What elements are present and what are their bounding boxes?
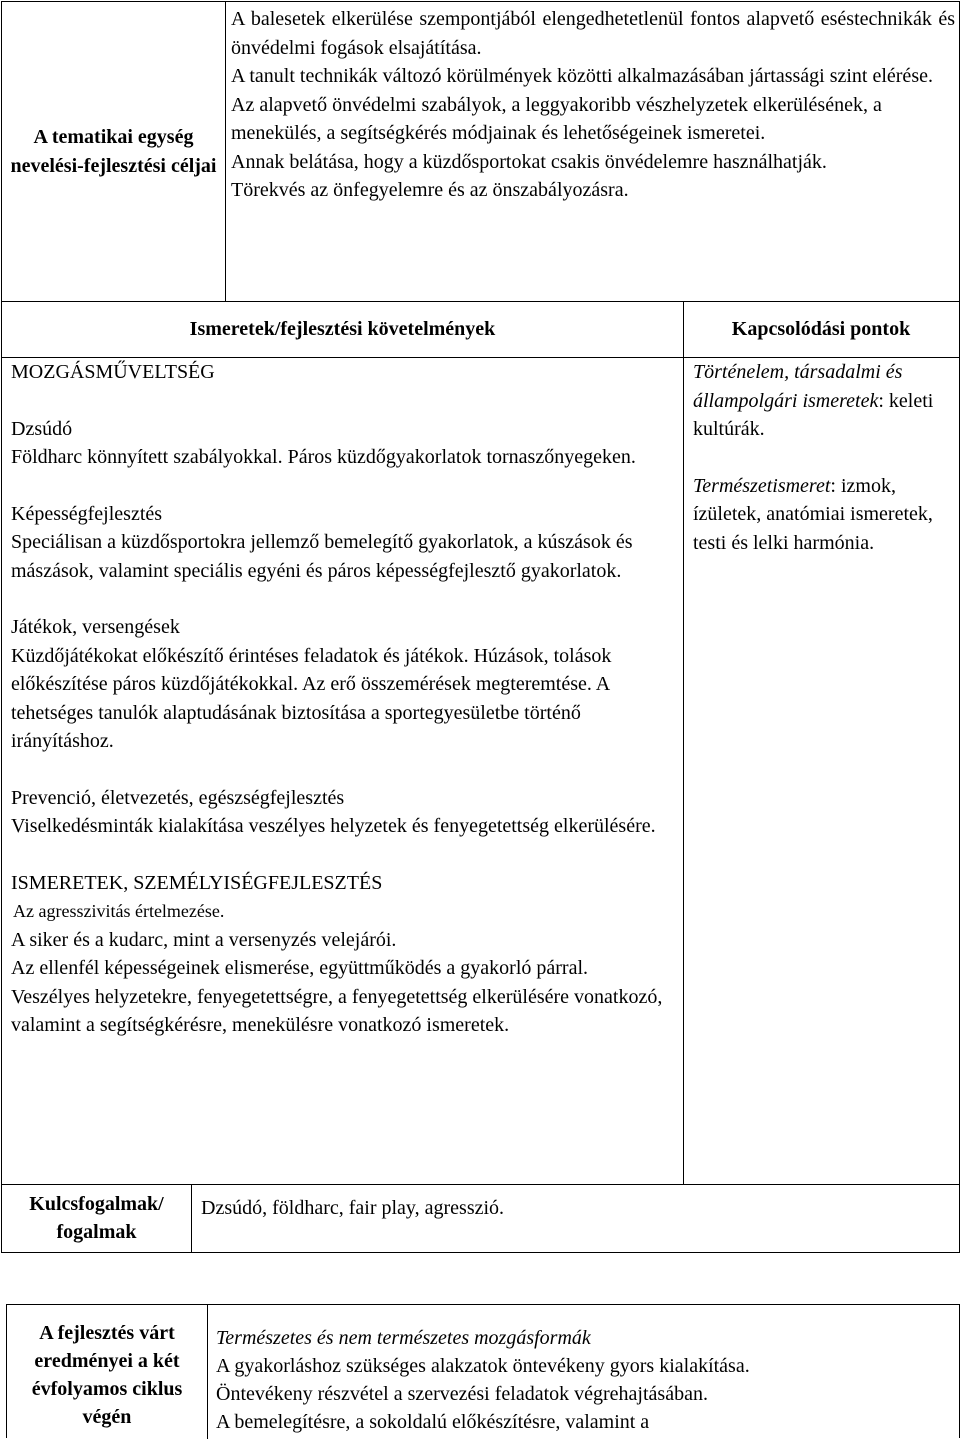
knowledge-line-3: Az ellenfél képességeinek elismerése, együttműködés a gyakorló párral. [11, 957, 589, 979]
keywords-label-cell [2, 1184, 191, 1252]
dzsudo-title: Dzsúdó [11, 417, 73, 440]
connection-history-subject: Történelem, társadalmi és állampolgári ismeretek [693, 361, 903, 412]
skill-text: Speciálisan a küzdősportokra jellemző bemelegítő gyakorlatok, a kúszások és mászások, valamint speciális egyéni és páros képességfejlesztő gyakorlatok. [11, 531, 633, 582]
connection-science [693, 472, 955, 558]
knowledge-line-2: A siker és a kudarc, mint a versenyzés velejárói. [11, 928, 397, 951]
goal-line-2: A tanult technikák változó körülmények közötti alkalmazásában jártassági szint elérése. [231, 65, 933, 87]
header-connections-label: Kapcsolódási pontok [731, 318, 911, 340]
main-table [1, 1, 960, 1253]
goals-label-cell [2, 2, 225, 301]
header-requirements [2, 315, 683, 344]
outcomes-line-1: A gyakorláshoz szükséges alakzatok öntevékeny gyors kialakítása. [216, 1355, 750, 1377]
outcomes-line-2: Öntevékeny részvétel a szervezési feladatok végrehajtásában. [216, 1383, 708, 1405]
keywords-text-cell [201, 1194, 951, 1223]
connections-cell [693, 358, 955, 557]
outcomes-title: Természetes és nem természetes mozgásformák [216, 1327, 591, 1349]
spacer [11, 756, 677, 784]
games-title: Játékok, versengések [11, 616, 180, 638]
connection-history [693, 358, 955, 444]
outcomes-table [6, 1304, 960, 1438]
spacer [11, 841, 677, 869]
connection-science-subject: Természetismeret [693, 474, 831, 497]
spacer [11, 472, 677, 500]
connection-science-text: : izmok, ízületek, anatómiai ismeretek, testi és lelki harmónia. [693, 474, 933, 554]
goals-bottom-line [2, 301, 959, 302]
header-connections [683, 315, 959, 344]
outcomes-divider [207, 1305, 208, 1439]
goal-line-1: A balesetek elkerülése szempontjából elengedhetetlenül fontos alapvető eséstechnikák és önvédelmi fogások elsajátítása. [231, 8, 955, 59]
spacer [11, 387, 677, 415]
section-ismeretek: ISMERETEK, SZEMÉLYISÉGFEJLESZTÉS [11, 871, 383, 894]
outcomes-label-cell [7, 1319, 207, 1431]
games-text: Küzdőjátékokat előkészítő érintéses feladatok és játékok. Húzások, tolások előkészítése páros küzdőjátékokkal. Az erő összemérések megteremtése. A tehetséges tanulók alaptudásának biztosítása a sportegyesületbe történő irányításhoz. [11, 644, 612, 752]
outcomes-line-3: A bemelegítésre, a sokoldalú előkészítésre, valamint a [216, 1411, 650, 1433]
outcomes-text-cell [216, 1324, 956, 1436]
prevention-title: Prevenció, életvezetés, egészségfejlesztés [11, 786, 345, 809]
connections-divider [683, 301, 684, 1184]
knowledge-line-4: Veszélyes helyzetekre, fenyegetettségre, a fenyegetettség elkerülésére vonatkozó, valamint a segítségkérésre, menekülésre vonatkozó ismeretek. [11, 985, 663, 1036]
dzsudo-text: Földharc könnyített szabályokkal. Páros küzdőgyakorlatok tornaszőnyegeken. [11, 446, 636, 468]
goal-line-4: Annak belátása, hogy a küzdősportokat csakis önvédelemre használhatják. [231, 150, 827, 173]
goal-line-5: Törekvés az önfegyelemre és az önszabályozásra. [231, 179, 629, 201]
outcomes-label: A fejlesztés várt eredményei a két évfolyamos ciklus végén [31, 1322, 183, 1428]
skill-title: Képességfejlesztés [11, 502, 163, 525]
connection-history-text: : keleti kultúrák. [693, 389, 934, 440]
requirements-cell [11, 358, 677, 1040]
keywords-text: Dzsúdó, földharc, fair play, agresszió. [201, 1197, 505, 1219]
goals-label: A tematikai egység nevelési-fejlesztési céljai [10, 125, 217, 177]
goal-line-3: Az alapvető önvédelmi szabályok, a leggyakoribb vészhelyzetek elkerülésének, a menekülés, a segítségkérés módjainak és lehetőségeinek ismeretei. [231, 93, 882, 144]
knowledge-line-1: Az agresszivitás értelmezése. [13, 901, 225, 921]
keywords-divider [191, 1184, 192, 1252]
spacer [11, 585, 677, 613]
keywords-label: Kulcsfogalmak/ fogalmak [29, 1192, 164, 1243]
goals-text-cell [231, 5, 955, 205]
goals-divider [225, 2, 226, 301]
header-requirements-label: Ismeretek/fejlesztési követelmények [189, 318, 496, 340]
prevention-text: Viselkedésminták kialakítása veszélyes helyzetek és fenyegetettség elkerülésére. [11, 815, 656, 837]
spacer [693, 444, 955, 472]
section-mozgasmuveltseg: MOZGÁSMŰVELTSÉG [11, 361, 215, 383]
